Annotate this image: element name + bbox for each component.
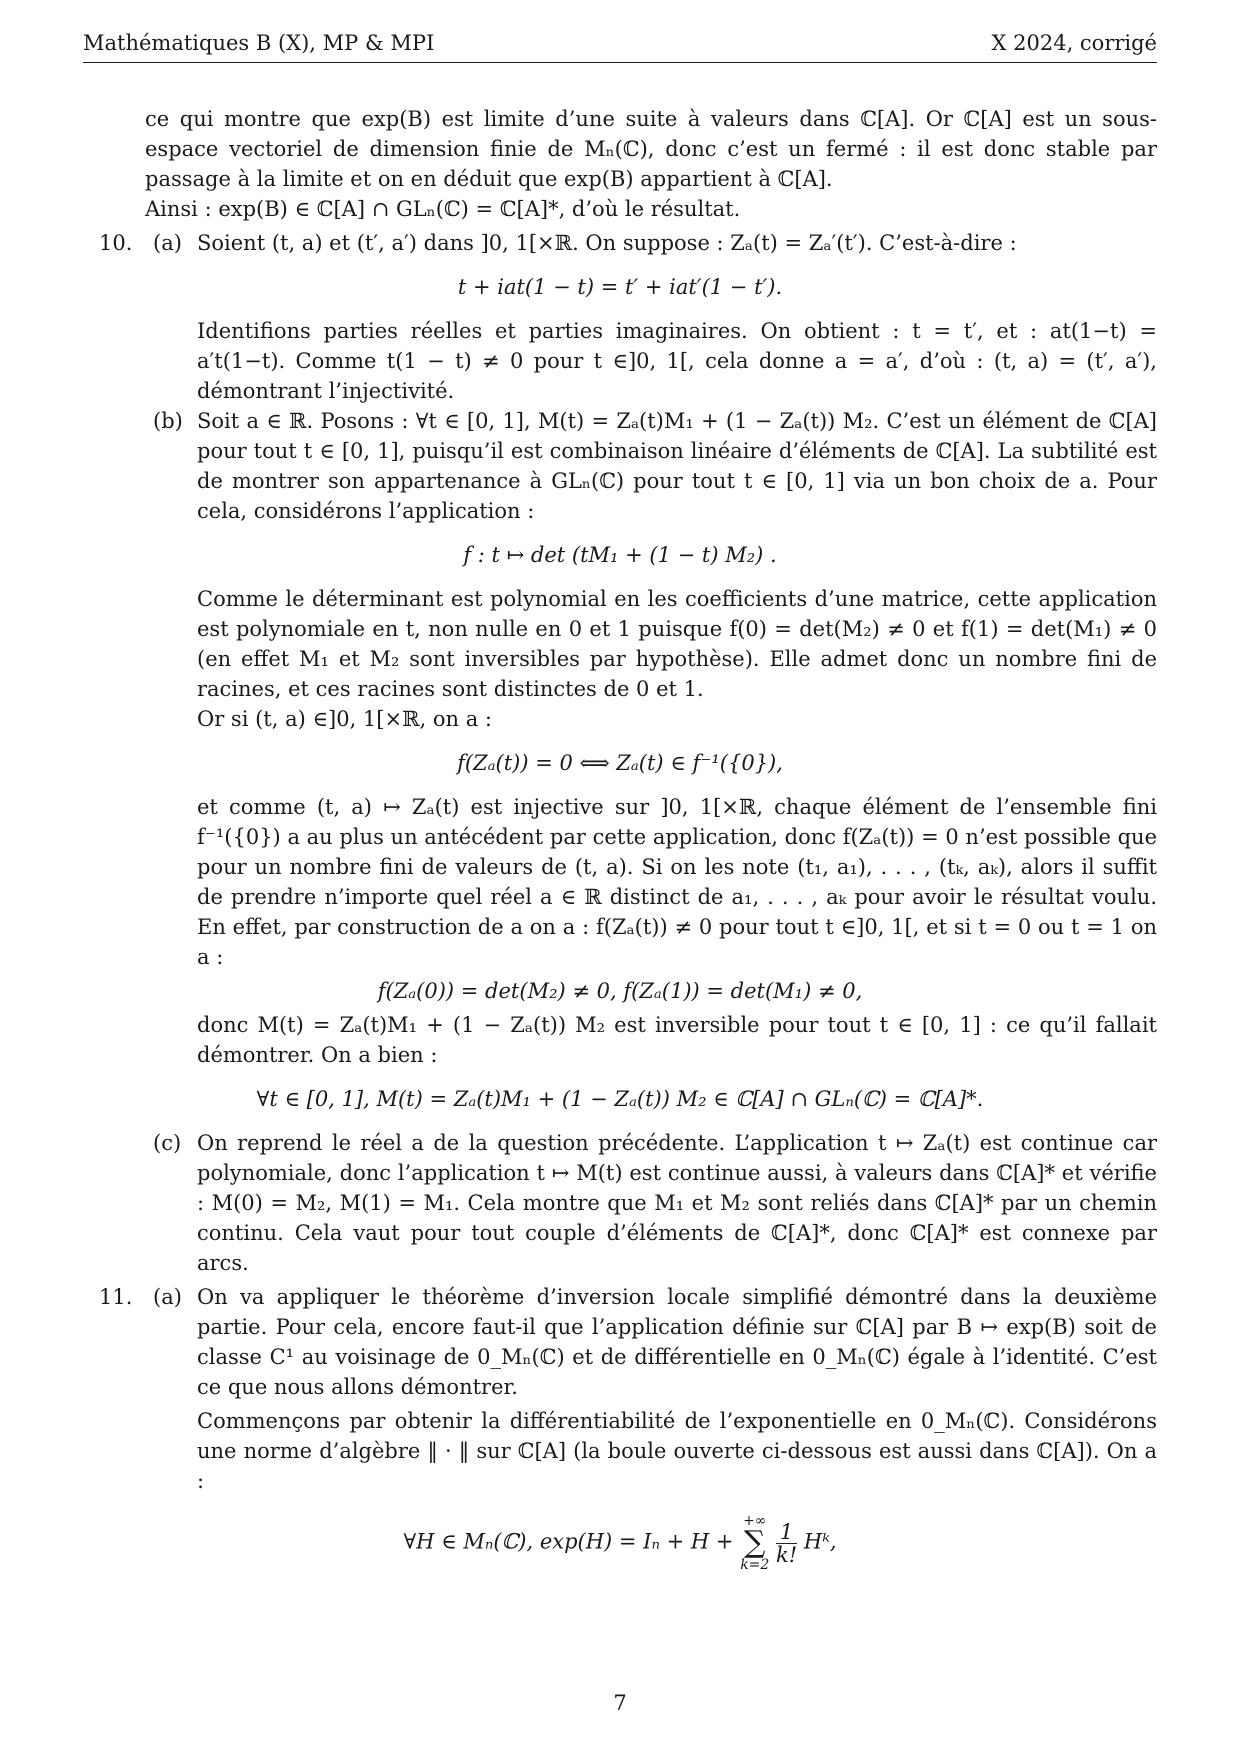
equation-tail: Hᵏ, [803,1529,837,1554]
intro-paragraph: ce qui montre que exp(B) est limite d’une suite à valeurs dans ℂ[A]. Or ℂ[A] est un sous-espace vectoriel de dimension finie de Mₙ(ℂ), donc c’est un fermé : il est donc stable par passage à la limite et on en déduit que exp(B) appartient à ℂ[A]. [145,107,1157,191]
q10b-paragraph-3: Or si (t, a) ∈]0, 1[×ℝ, on a : [197,707,492,731]
question-10c [83,1128,1157,1278]
page-body [83,104,1157,1586]
question-10b [83,406,1157,1114]
header-right: X 2024, corrigé [991,31,1157,55]
subquestion-label: (b) [153,409,183,433]
fraction-denominator: k! [776,1542,798,1567]
q10a-conclusion: Identifions parties réelles et parties imaginaires. On obtient : t = t′, et : at(1−t) = a′t(1−t). Comme t(1 − t) ≠ 0 pour t ∈]0, 1[, cela donne a = a′, d’où : (t, a) = (t′, a′), démontrant l’injectivité. [197,319,1157,403]
q10b-paragraph-4: et comme (t, a) ↦ Zₐ(t) est injective sur ]0, 1[×ℝ, chaque élément de l’ensemble fini f⁻¹({0}) a au plus un antécédent par cette application, donc f(Zₐ(t)) = 0 n’est possible que pour un nombre fini de valeurs de (t, a). Si on les note (t₁, a₁), . . . , (tₖ, aₖ), alors il suffit de prendre n’importe quel réel a ∈ ℝ distinct de a₁, . . . , aₖ pour avoir le résultat voulu. En effet, par construction de a on a : f(Zₐ(t)) ≠ 0 pour tout t ∈]0, 1[, et si t = 0 ou t = 1 on a : [197,795,1157,969]
q11a-paragraph-2: Commençons par obtenir la différentiabilité de l’exponentielle en 0_Mₙ(ℂ). Considérons une norme d’algèbre ‖ · ‖ sur ℂ[A] (la boule ouverte ci-dessous est aussi dans ℂ[A]). On a : [197,1409,1157,1493]
q10b-equation-final: ∀t ∈ [0, 1], M(t) = Zₐ(t)M₁ + (1 − Zₐ(t)) M₂ ∈ ℂ[A] ∩ GLₙ(ℂ) = ℂ[A]*. [256,1087,984,1111]
sum-symbol [740,1514,769,1572]
q10b-equation-f: f : t ↦ det (tM₁ + (1 − t) M₂) . [463,543,777,567]
equation-left: ∀H ∈ Mₙ(ℂ), exp(H) = Iₙ + H + [403,1529,734,1554]
q10c-paragraph: On reprend le réel a de la question précédente. L’application t ↦ Zₐ(t) est continue car polynomiale, donc l’application t ↦ M(t) est continue aussi, à valeurs dans ℂ[A]* et vérifie : M(0) = M₂, M(1) = M₁. Cela montre que M₁ et M₂ sont reliés dans ℂ[A]* par un chemin continu. Cela vaut pour tout couple d’éléments de ℂ[A]*, donc ℂ[A]* est connexe par arcs. [197,1131,1157,1275]
q10b-equation-equiv: f(Zₐ(t)) = 0 ⟺ Zₐ(t) ∈ f⁻¹({0}), [457,751,783,775]
page-header [83,28,1157,63]
question-number: 10. [99,231,133,255]
sigma-glyph: ∑ [744,1525,766,1560]
question-10 [83,228,1157,406]
fraction [776,1521,797,1566]
q10a-paragraph: Soient (t, a) et (t′, a′) dans ]0, 1[×ℝ. On suppose : Zₐ(t) = Zₐ′(t′). C’est-à-dire : [197,231,1017,255]
q11a-paragraph: On va appliquer le théorème d’inversion locale simplifié démontré dans la deuxième partie. Pour cela, encore faut-il que l’application définie sur ℂ[A] par B ↦ exp(B) soit de classe C¹ au voisinage de 0_Mₙ(ℂ) et de différentielle en 0_Mₙ(ℂ) égale à l’identité. C’est ce que nous allons démontrer. [197,1285,1157,1399]
sum-lower-bound: k=2 [740,1557,770,1573]
sum-upper-bound: +∞ [743,1513,767,1529]
subquestion-label: (a) [153,1285,182,1309]
subquestion-label: (a) [153,231,182,255]
intro-conclusion: Ainsi : exp(B) ∈ ℂ[A] ∩ GLₙ(ℂ) = ℂ[A]*, d’où le résultat. [145,197,741,221]
q10b-paragraph-2: Comme le déterminant est polynomial en les coefficients d’une matrice, cette application est polynomiale en t, non nulle en 0 et 1 puisque f(0) = det(M₂) ≠ 0 et f(1) = det(M₁) ≠ 0 (en effet M₁ et M₂ sont inversibles par hypothèse). Elle admet donc un nombre fini de racines, et ces racines sont distinctes de 0 et 1. [197,587,1157,701]
q10a-equation: t + iat(1 − t) = t′ + iat′(1 − t′). [457,275,783,299]
q10b-equation-det: f(Zₐ(0)) = det(M₂) ≠ 0, f(Zₐ(1)) = det(M₁) ≠ 0, [377,979,863,1003]
q11a-series-equation [83,1514,1157,1572]
page-number: 7 [613,1691,627,1715]
q10b-paragraph: Soit a ∈ ℝ. Posons : ∀t ∈ [0, 1], M(t) = Zₐ(t)M₁ + (1 − Zₐ(t)) M₂. C’est un élément de ℂ[A] pour tout t ∈ [0, 1], puisqu’il est combinaison linéaire d’éléments de ℂ[A]. La subtilité est de montrer son appartenance à GLₙ(ℂ) pour tout t ∈ [0, 1] via un bon choix de a. Pour cela, considérons l’application : [197,409,1157,523]
question-number: 11. [99,1285,133,1309]
subquestion-label: (c) [153,1131,182,1155]
question-11 [83,1282,1157,1572]
q10b-paragraph-5: donc M(t) = Zₐ(t)M₁ + (1 − Zₐ(t)) M₂ est inversible pour tout t ∈ [0, 1] : ce qu’il fallait démontrer. On a bien : [197,1013,1157,1067]
fraction-numerator: 1 [776,1521,797,1544]
header-left: Mathématiques B (X), MP & MPI [83,31,435,55]
